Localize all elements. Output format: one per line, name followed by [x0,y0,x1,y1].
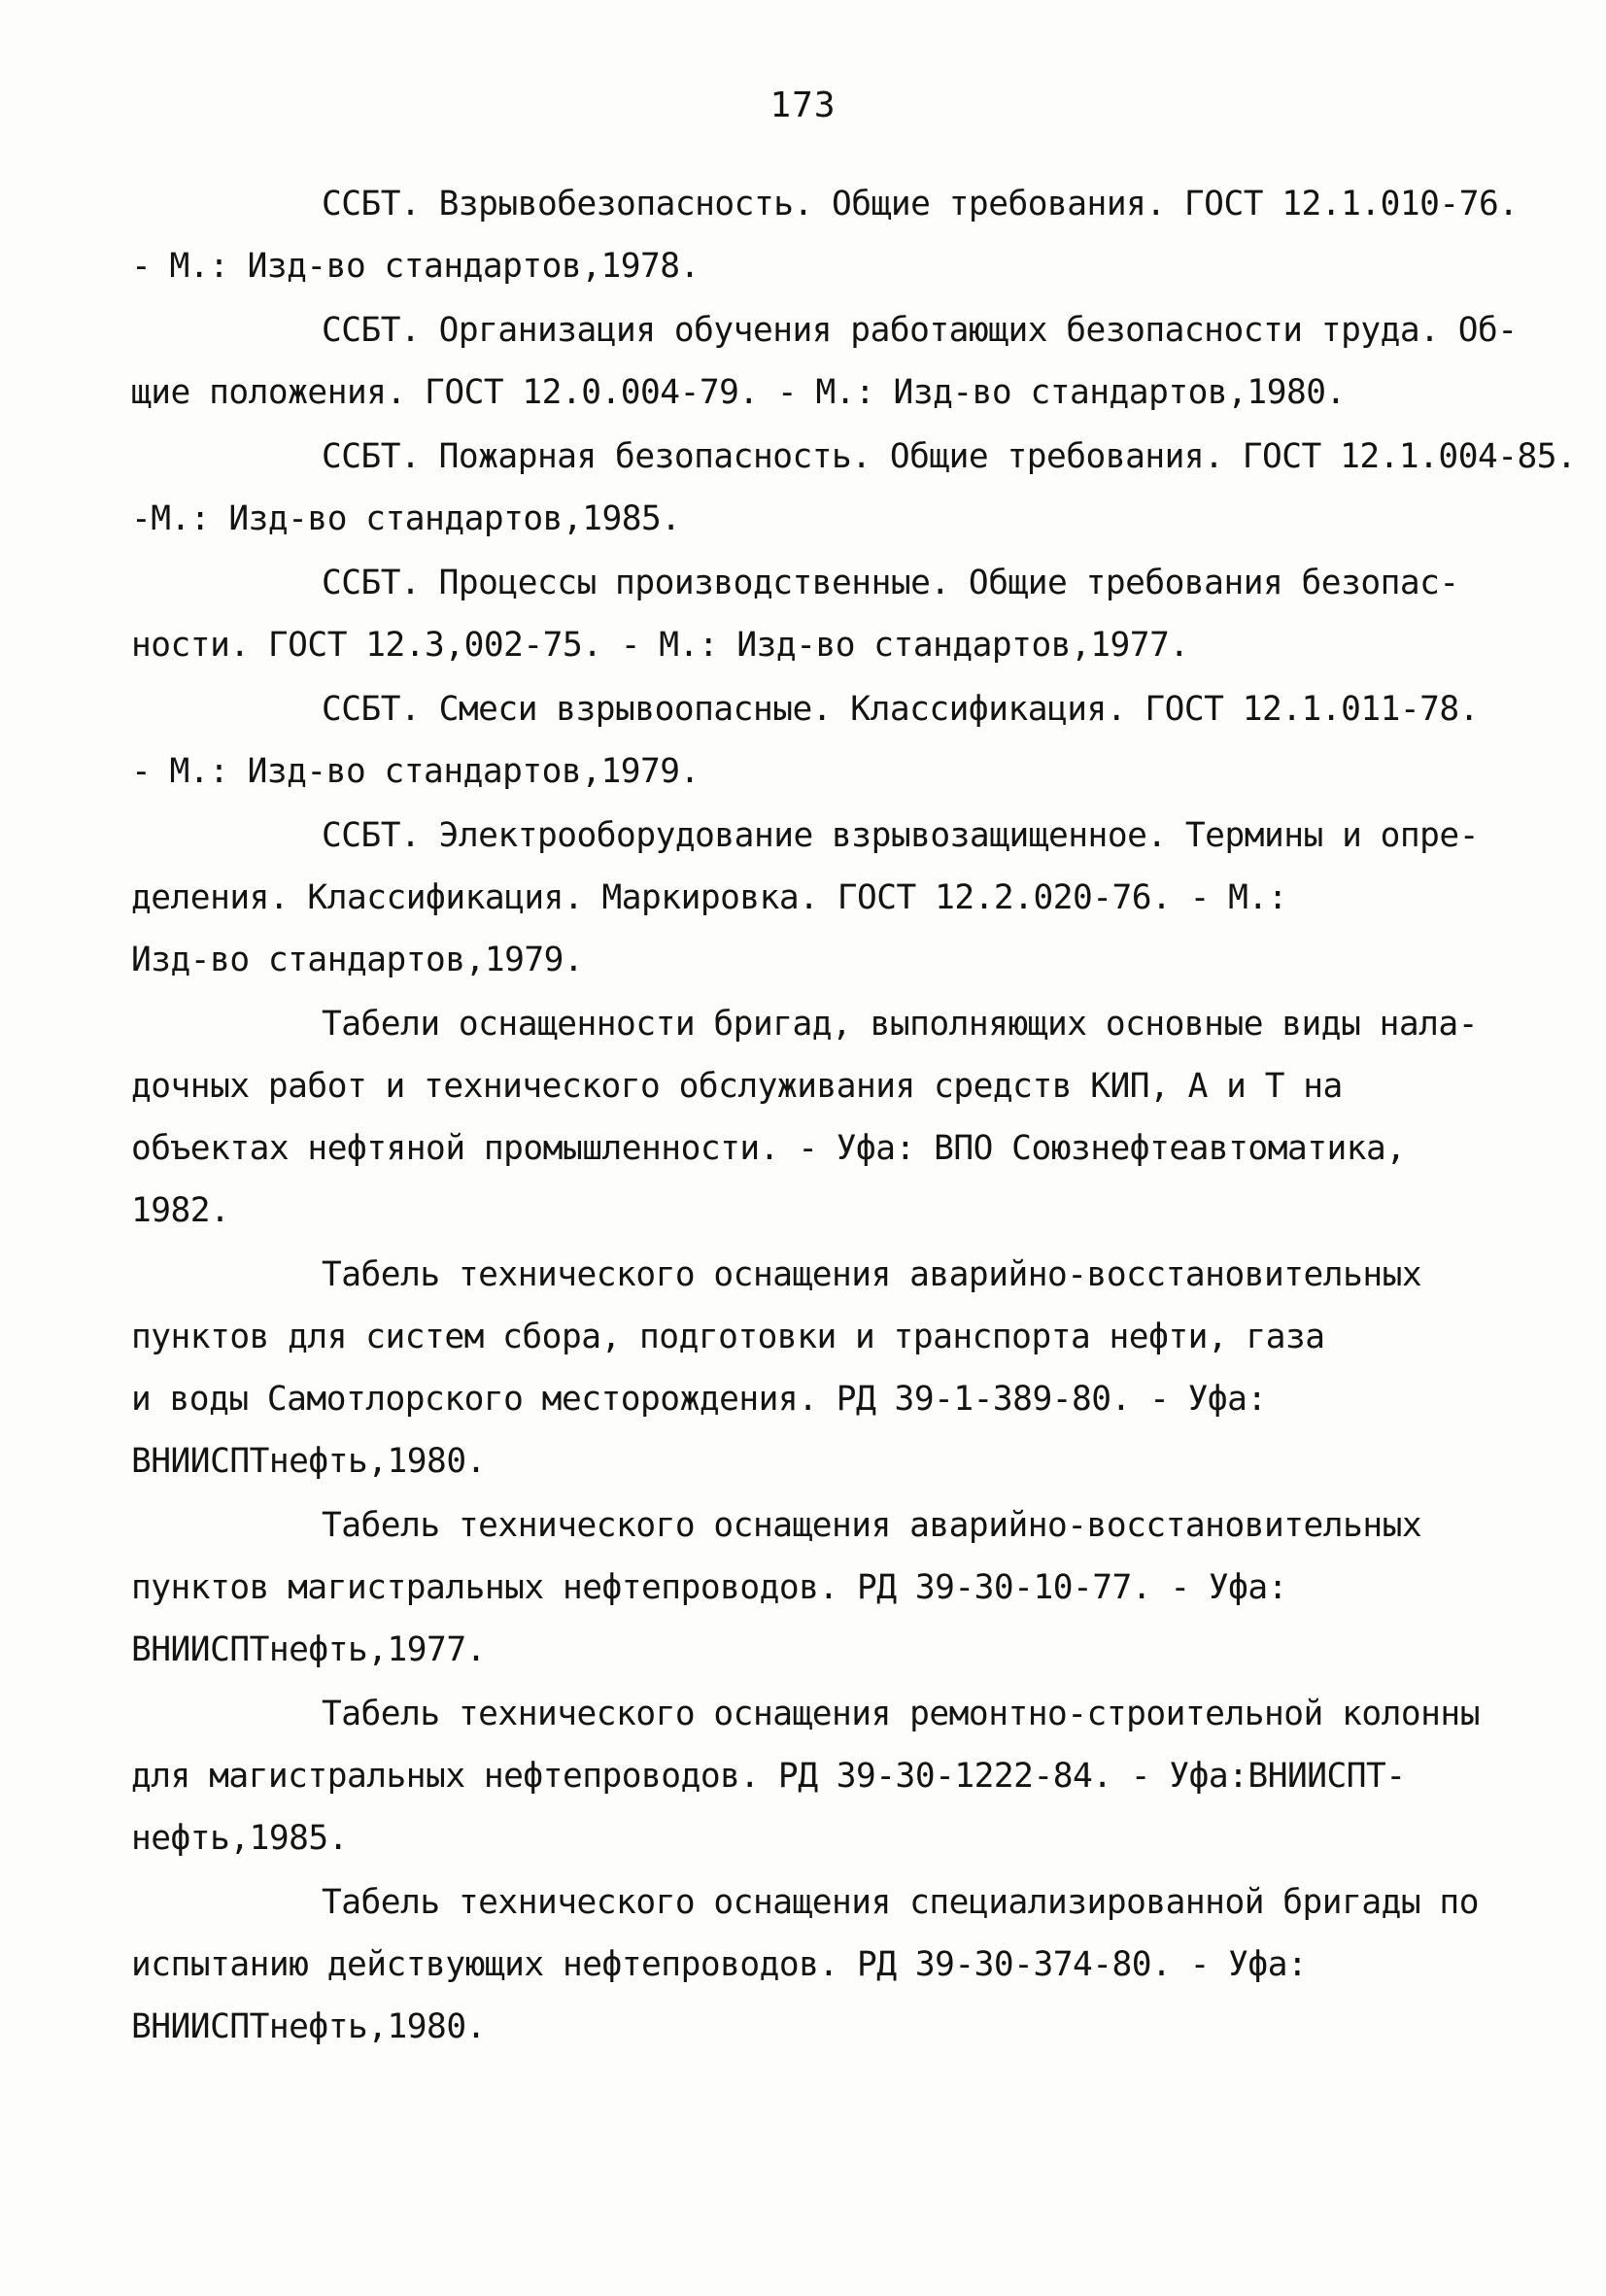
reference-line: ССБТ. Взрывобезопасность. Общие требования. ГОСТ 12.1.010-76. [322,185,1519,223]
reference-line: испытанию действующих нефтепроводов. РД 39-30-374-80. - Уфа: [131,1945,1308,1984]
reference-line: Табели оснащенности бригад, выполняющих основные виды нала- [322,1005,1478,1044]
reference-item [131,173,1519,297]
reference-item [131,1871,1509,2058]
reference-line: объектах нефтяной промышленности. - Уфа: ВПО Союзнефтеавтоматика, [131,1129,1406,1168]
reference-item [131,552,1509,676]
reference-line: деления. Классификация. Маркировка. ГОСТ 12.2.020-76. - М.: [131,878,1287,917]
reference-line: 1982. [131,1191,230,1230]
reference-line: ССБТ. Организация обучения работающих безопасности труда. Об- [322,311,1518,350]
reference-line: ССБТ. Смеси взрывоопасные. Классификация. ГОСТ 12.1.011-78. [322,690,1479,729]
reference-line: дочных работ и технического обслуживания средств КИП, А и Т на [131,1067,1343,1106]
reference-line: -М.: Изд-во стандартов,1985. [131,499,681,538]
reference-item [131,805,1509,991]
reference-line: пунктов магистральных нефтепроводов. РД 39-30-10-77. - Уфа: [131,1568,1287,1607]
reference-item [131,426,1577,550]
reference-line: ВНИИСПТнефть,1980. [131,2007,486,2046]
reference-line: Табель технического оснащения специализированной бригады по [322,1883,1479,1922]
reference-line: щие положения. ГОСТ 12.0.004-79. - М.: Изд-во стандартов,1980. [131,373,1346,412]
reference-line: ССБТ. Электрооборудование взрывозащищенное. Термины и опре- [322,816,1479,855]
reference-item [131,1683,1509,1869]
reference-line: ности. ГОСТ 12.3,002-75. - М.: Изд-во стандартов,1977. [131,626,1189,665]
reference-line: нефть,1985. [131,1819,348,1858]
reference-line: и воды Самотлорского месторождения. РД 39-1-389-80. - Уфа: [131,1380,1267,1419]
reference-item [131,1244,1509,1492]
reference-item [131,299,1518,424]
reference-line: Табель технического оснащения ремонтно-строительной колонны [322,1695,1480,1733]
reference-item [131,678,1509,803]
reference-line: ССБТ. Процессы производственные. Общие требования безопас- [322,564,1459,602]
reference-line: - М.: Изд-во стандартов,1978. [131,247,700,286]
reference-item [131,1494,1509,1681]
reference-list [131,173,1577,2060]
reference-line: пунктов для систем сбора, подготовки и транспорта нефти, газа [131,1318,1325,1356]
reference-line: ВНИИСПТнефть,1977. [131,1630,486,1669]
reference-item [131,993,1509,1242]
reference-line: - М.: Изд-во стандартов,1979. [131,752,700,791]
reference-line: для магистральных нефтепроводов. РД 39-30-1222-84. - Уфа:ВНИИСПТ- [131,1757,1406,1796]
reference-line: ССБТ. Пожарная безопасность. Общие требования. ГОСТ 12.1.004-85. [322,437,1577,476]
reference-line: Табель технического оснащения аварийно-восстановительных [322,1255,1422,1294]
reference-line: ВНИИСПТнефть,1980. [131,1442,486,1481]
reference-line: Изд-во стандартов,1979. [131,941,584,979]
page-number: 173 [769,86,837,125]
reference-line: Табель технического оснащения аварийно-восстановительных [322,1506,1422,1545]
